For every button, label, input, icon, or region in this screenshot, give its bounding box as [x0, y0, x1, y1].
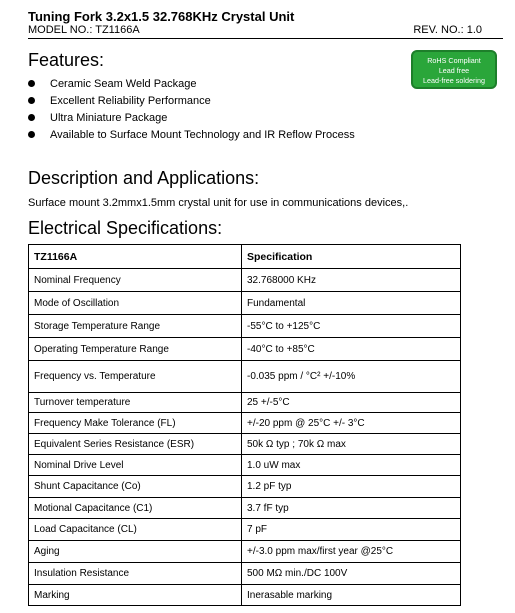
- revision-number: REV. NO.: 1.0: [413, 24, 482, 36]
- table-row: [29, 563, 461, 585]
- param-cell: Nominal Frequency: [29, 269, 242, 292]
- table-row: [29, 541, 461, 563]
- param-cell: Mode of Oscillation: [29, 292, 242, 315]
- value-cell: +/-20 ppm @ 25°C +/- 3°C: [242, 413, 461, 434]
- param-cell: Shunt Capacitance (Co): [29, 476, 242, 498]
- param-cell: Motional Capacitance (C1): [29, 498, 242, 519]
- rohs-badge: [411, 50, 497, 89]
- value-cell: 3.7 fF typ: [242, 498, 461, 519]
- param-cell: Turnover temperature: [29, 393, 242, 413]
- table-row: [29, 413, 461, 434]
- value-cell: 7 pF: [242, 519, 461, 541]
- param-cell: Equivalent Series Resistance (ESR): [29, 434, 242, 455]
- document-title: Tuning Fork 3.2x1.5 32.768KHz Crystal Unit: [28, 9, 295, 24]
- table-row: [29, 315, 461, 338]
- bullet-icon: [28, 97, 35, 104]
- features-heading: Features:: [28, 50, 105, 70]
- value-cell: +/-3.0 ppm max/first year @25°C: [242, 541, 461, 563]
- param-cell: Marking: [29, 585, 242, 606]
- value-cell: -55°C to +125°C: [242, 315, 461, 338]
- bullet-icon: [28, 80, 35, 87]
- feature-item: Ultra Miniature Package: [28, 110, 355, 127]
- bullet-icon: [28, 114, 35, 121]
- badge-line-soldering: Lead-free soldering: [423, 76, 485, 85]
- table-row: [29, 585, 461, 606]
- table-row: [29, 519, 461, 541]
- feature-item: Available to Surface Mount Technology and IR Reflow Process: [28, 127, 355, 144]
- table-row: [29, 476, 461, 498]
- param-cell: Operating Temperature Range: [29, 338, 242, 361]
- table-row: [29, 498, 461, 519]
- badge-line-lead-free: Lead free: [438, 66, 470, 75]
- column-header-spec: Specification: [242, 245, 461, 269]
- column-header-model: TZ1166A: [29, 245, 242, 269]
- param-cell: Load Capacitance (CL): [29, 519, 242, 541]
- table-row: [29, 393, 461, 413]
- table-row: [29, 269, 461, 292]
- value-cell: 500 MΩ min./DC 100V: [242, 563, 461, 585]
- electrical-heading: Electrical Specifications:: [28, 218, 223, 238]
- value-cell: Inerasable marking: [242, 585, 461, 606]
- model-number: MODEL NO.: TZ1166A: [28, 24, 140, 36]
- feature-item: Ceramic Seam Weld Package: [28, 76, 355, 93]
- table-row: [29, 338, 461, 361]
- description-text: Surface mount 3.2mmx1.5mm crystal unit for use in communications devices,.: [28, 197, 409, 209]
- param-cell: Insulation Resistance: [29, 563, 242, 585]
- value-cell: 1.2 pF typ: [242, 476, 461, 498]
- value-cell: -40°C to +85°C: [242, 338, 461, 361]
- feature-item: Excellent Reliability Performance: [28, 93, 355, 110]
- features-list: [28, 76, 355, 144]
- value-cell: 1.0 uW max: [242, 455, 461, 476]
- value-cell: Fundamental: [242, 292, 461, 315]
- param-cell: Nominal Drive Level: [29, 455, 242, 476]
- table-row: [29, 455, 461, 476]
- header-divider: [28, 38, 503, 39]
- table-row: [29, 361, 461, 393]
- param-cell: Frequency Make Tolerance (FL): [29, 413, 242, 434]
- value-cell: 32.768000 KHz: [242, 269, 461, 292]
- description-heading: Description and Applications:: [28, 168, 260, 188]
- bullet-icon: [28, 131, 35, 138]
- electrical-spec-table: [28, 244, 461, 606]
- value-cell: 50k Ω typ ; 70k Ω max: [242, 434, 461, 455]
- table-row: [29, 292, 461, 315]
- table-row: [29, 434, 461, 455]
- param-cell: Frequency vs. Temperature: [29, 361, 242, 393]
- table-header-row: [29, 245, 461, 269]
- value-cell: -0.035 ppm / °C² +/-10%: [242, 361, 461, 393]
- param-cell: Storage Temperature Range: [29, 315, 242, 338]
- value-cell: 25 +/-5°C: [242, 393, 461, 413]
- badge-line-rohs: RoHS Compliant: [427, 56, 481, 65]
- param-cell: Aging: [29, 541, 242, 563]
